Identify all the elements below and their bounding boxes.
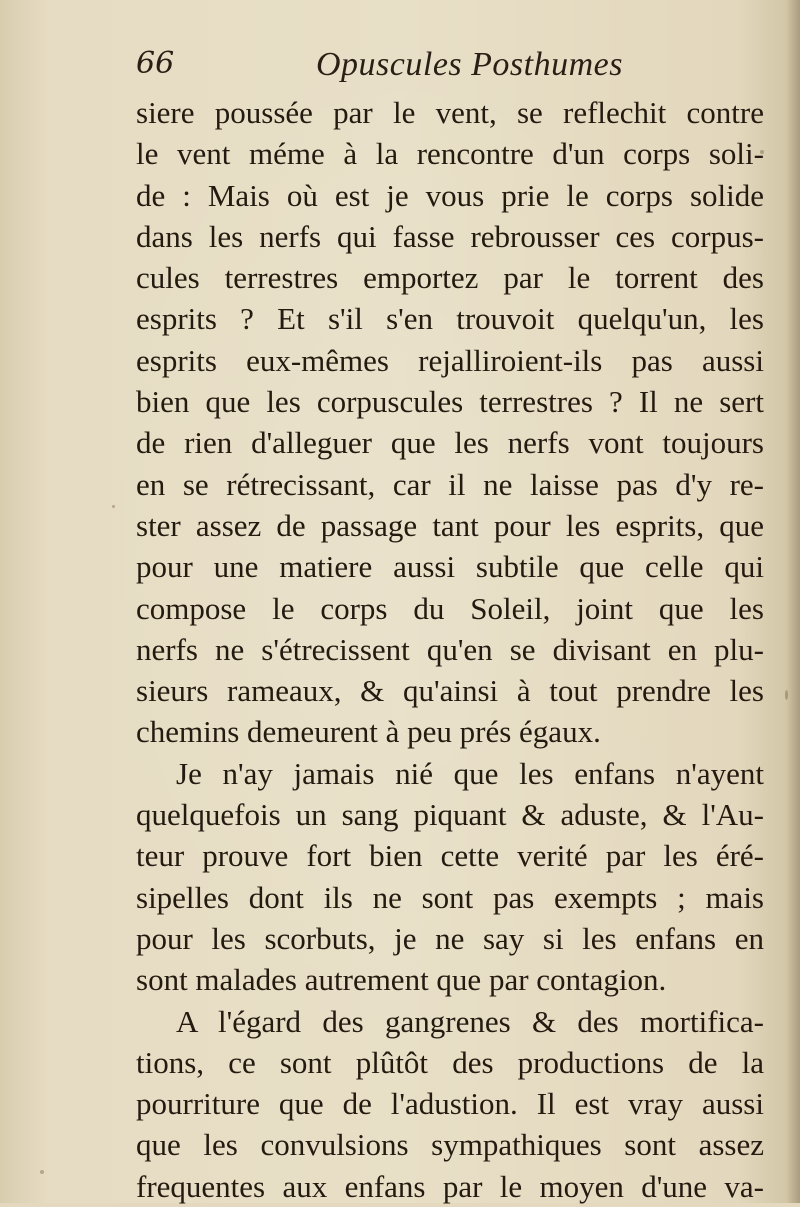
text-line: bien que les corpuscules terrestres ? Il ne sert: [136, 384, 764, 420]
text-line: siere poussée par le vent, se reflechit contre: [136, 95, 764, 130]
text-line: de : Mais où est je vous prie le corps solide: [136, 177, 764, 213]
paragraph-end-line: chemins demeurent à peu prés égaux.: [136, 714, 601, 750]
foxing-spot: [40, 1170, 44, 1174]
text-line: teur prouve fort bien cette verité par les éré-: [136, 838, 764, 874]
text-line: cules terrestres emportez par le torrent des: [136, 260, 764, 296]
text-line: esprits ? Et s'il s'en trouvoit quelqu'un, les: [136, 301, 764, 337]
page-number: 66: [136, 46, 175, 81]
foxing-spot: [785, 690, 788, 700]
text-line: quelquefois un sang piquant & aduste, & l'Au-: [136, 797, 764, 833]
text-line: pour une matiere aussi subtile que celle qui: [136, 549, 764, 585]
text-line: pourriture que de l'adustion. Il est vray aussi: [136, 1086, 764, 1122]
running-title: Opuscules Posthumes: [316, 46, 623, 83]
paragraph-start-line: Je n'ay jamais nié que les enfans n'ayent: [176, 755, 764, 791]
text-line: que les convulsions sympathiques sont assez: [136, 1127, 764, 1163]
text-line: frequentes aux enfans par le moyen d'une va-: [136, 1168, 764, 1204]
text-line: nerfs ne s'étrecissent qu'en se divisant en plu-: [136, 631, 764, 667]
text-line: pour les scorbuts, je ne say si les enfans en: [136, 920, 764, 956]
page-edge-shadow: [786, 0, 800, 1203]
paragraph-end-line: sont malades autrement que par contagion.: [136, 962, 667, 998]
text-line: de rien d'alleguer que les nerfs vont toujours: [136, 425, 764, 461]
text-line: sipelles dont ils ne sont pas exempts ; mais: [136, 879, 764, 915]
text-line: tions, ce sont plûtôt des productions de la: [136, 1044, 764, 1080]
paragraph-start-line: A l'égard des gangrenes & des mortifica-: [176, 1003, 764, 1039]
foxing-spot: [112, 505, 115, 508]
text-line: compose le corps du Soleil, joint que les: [136, 590, 764, 626]
text-line: sieurs rameaux, & qu'ainsi à tout prendre les: [136, 673, 764, 709]
text-line: le vent méme à la rencontre d'un corps soli-: [136, 136, 764, 172]
text-line: esprits eux-mêmes rejalliroient-ils pas aussi: [136, 342, 764, 378]
page-header: [0, 42, 800, 92]
body-text: [136, 92, 764, 1207]
text-line: en se rétrecissant, car il ne laisse pas d'y re-: [136, 466, 764, 502]
text-line: ster assez de passage tant pour les esprits, que: [136, 507, 764, 543]
text-line: dans les nerfs qui fasse rebrousser ces corpus-: [136, 218, 764, 254]
